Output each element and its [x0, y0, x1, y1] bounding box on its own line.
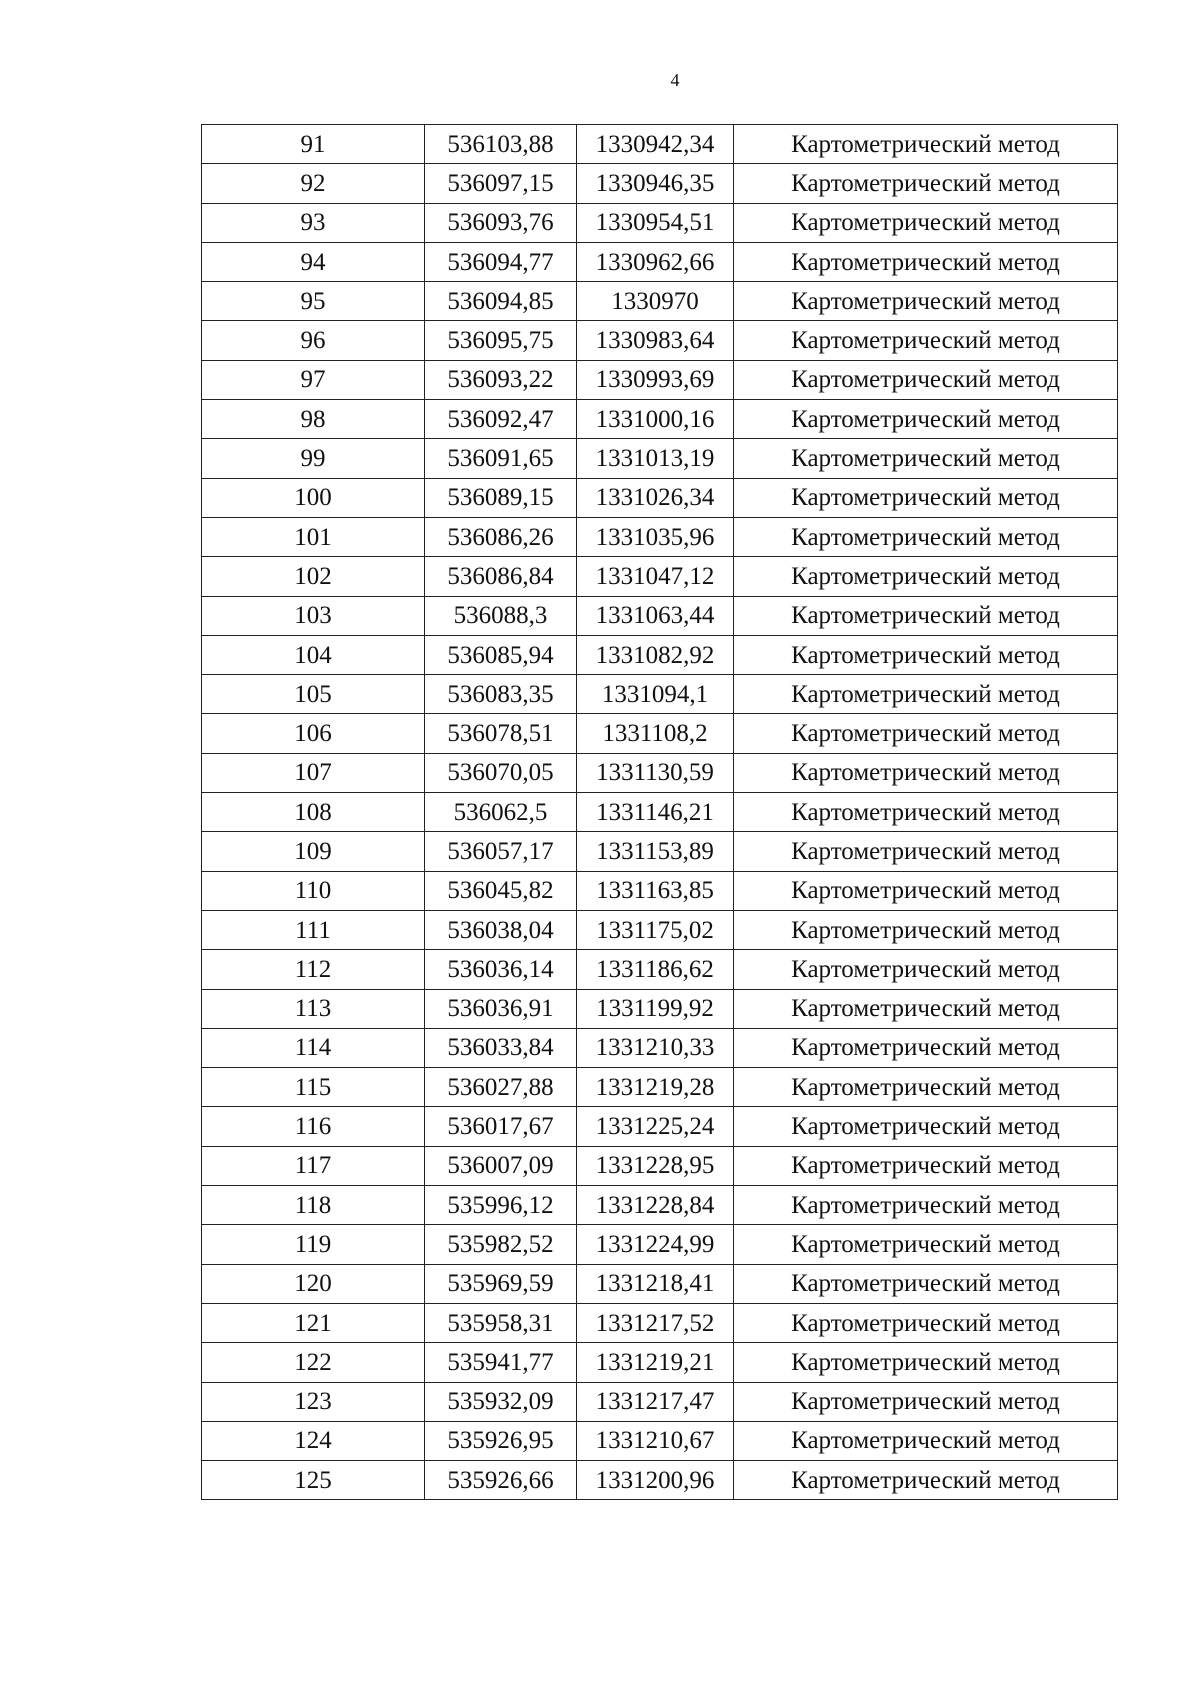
table-row — [202, 1146, 1118, 1185]
table-row — [202, 989, 1118, 1028]
x-coordinate-cell: 536094,85 — [425, 282, 577, 321]
method-cell: Картометрический метод — [734, 125, 1118, 164]
table-row — [202, 714, 1118, 753]
table-row — [202, 321, 1118, 360]
y-coordinate-cell: 1331013,19 — [577, 439, 734, 478]
table-row — [202, 1303, 1118, 1342]
method-cell: Картометрический метод — [734, 1264, 1118, 1303]
point-number-cell: 100 — [202, 478, 425, 517]
table-row — [202, 832, 1118, 871]
x-coordinate-cell: 536094,77 — [425, 242, 577, 281]
x-coordinate-cell: 536083,35 — [425, 675, 577, 714]
point-number-cell: 95 — [202, 282, 425, 321]
method-cell: Картометрический метод — [734, 753, 1118, 792]
point-number-cell: 122 — [202, 1343, 425, 1382]
x-coordinate-cell: 536045,82 — [425, 871, 577, 910]
table-row — [202, 557, 1118, 596]
y-coordinate-cell: 1331217,47 — [577, 1382, 734, 1421]
table-row — [202, 203, 1118, 242]
x-coordinate-cell: 536093,22 — [425, 360, 577, 399]
table-row — [202, 1264, 1118, 1303]
y-coordinate-cell: 1331219,28 — [577, 1068, 734, 1107]
method-cell: Картометрический метод — [734, 1225, 1118, 1264]
y-coordinate-cell: 1331225,24 — [577, 1107, 734, 1146]
point-number-cell: 117 — [202, 1146, 425, 1185]
method-cell: Картометрический метод — [734, 714, 1118, 753]
point-number-cell: 110 — [202, 871, 425, 910]
point-number-cell: 121 — [202, 1303, 425, 1342]
method-cell: Картометрический метод — [734, 950, 1118, 989]
y-coordinate-cell: 1331163,85 — [577, 871, 734, 910]
y-coordinate-cell: 1331153,89 — [577, 832, 734, 871]
method-cell: Картометрический метод — [734, 321, 1118, 360]
table-row — [202, 439, 1118, 478]
point-number-cell: 124 — [202, 1421, 425, 1460]
point-number-cell: 91 — [202, 125, 425, 164]
x-coordinate-cell: 536097,15 — [425, 164, 577, 203]
x-coordinate-cell: 536086,84 — [425, 557, 577, 596]
x-coordinate-cell: 536091,65 — [425, 439, 577, 478]
point-number-cell: 111 — [202, 910, 425, 949]
y-coordinate-cell: 1331026,34 — [577, 478, 734, 517]
x-coordinate-cell: 536103,88 — [425, 125, 577, 164]
x-coordinate-cell: 535941,77 — [425, 1343, 577, 1382]
x-coordinate-cell: 536070,05 — [425, 753, 577, 792]
method-cell: Картометрический метод — [734, 989, 1118, 1028]
point-number-cell: 109 — [202, 832, 425, 871]
table-row — [202, 360, 1118, 399]
point-number-cell: 98 — [202, 400, 425, 439]
y-coordinate-cell: 1331108,2 — [577, 714, 734, 753]
point-number-cell: 96 — [202, 321, 425, 360]
table-row — [202, 1186, 1118, 1225]
point-number-cell: 125 — [202, 1461, 425, 1500]
method-cell: Картометрический метод — [734, 1421, 1118, 1460]
point-number-cell: 114 — [202, 1028, 425, 1067]
method-cell: Картометрический метод — [734, 1186, 1118, 1225]
x-coordinate-cell: 536057,17 — [425, 832, 577, 871]
x-coordinate-cell: 536089,15 — [425, 478, 577, 517]
method-cell: Картометрический метод — [734, 1028, 1118, 1067]
x-coordinate-cell: 536017,67 — [425, 1107, 577, 1146]
x-coordinate-cell: 536038,04 — [425, 910, 577, 949]
x-coordinate-cell: 536085,94 — [425, 635, 577, 674]
x-coordinate-cell: 536007,09 — [425, 1146, 577, 1185]
point-number-cell: 102 — [202, 557, 425, 596]
method-cell: Картометрический метод — [734, 164, 1118, 203]
x-coordinate-cell: 535926,95 — [425, 1421, 577, 1460]
table-row — [202, 400, 1118, 439]
y-coordinate-cell: 1330993,69 — [577, 360, 734, 399]
y-coordinate-cell: 1331199,92 — [577, 989, 734, 1028]
y-coordinate-cell: 1331217,52 — [577, 1303, 734, 1342]
x-coordinate-cell: 535982,52 — [425, 1225, 577, 1264]
x-coordinate-cell: 535969,59 — [425, 1264, 577, 1303]
point-number-cell: 119 — [202, 1225, 425, 1264]
table-row — [202, 1421, 1118, 1460]
method-cell: Картометрический метод — [734, 557, 1118, 596]
point-number-cell: 103 — [202, 596, 425, 635]
table-row — [202, 753, 1118, 792]
x-coordinate-cell: 535958,31 — [425, 1303, 577, 1342]
point-number-cell: 104 — [202, 635, 425, 674]
method-cell: Картометрический метод — [734, 1068, 1118, 1107]
method-cell: Картометрический метод — [734, 478, 1118, 517]
x-coordinate-cell: 536027,88 — [425, 1068, 577, 1107]
method-cell: Картометрический метод — [734, 832, 1118, 871]
table-row — [202, 1028, 1118, 1067]
y-coordinate-cell: 1330946,35 — [577, 164, 734, 203]
table-row — [202, 1382, 1118, 1421]
x-coordinate-cell: 536033,84 — [425, 1028, 577, 1067]
y-coordinate-cell: 1331224,99 — [577, 1225, 734, 1264]
table-row — [202, 242, 1118, 281]
point-number-cell: 94 — [202, 242, 425, 281]
table-row — [202, 478, 1118, 517]
table-row — [202, 1068, 1118, 1107]
method-cell: Картометрический метод — [734, 360, 1118, 399]
method-cell: Картометрический метод — [734, 439, 1118, 478]
method-cell: Картометрический метод — [734, 675, 1118, 714]
table-row — [202, 910, 1118, 949]
method-cell: Картометрический метод — [734, 596, 1118, 635]
method-cell: Картометрический метод — [734, 400, 1118, 439]
table-row — [202, 596, 1118, 635]
table-row — [202, 1343, 1118, 1382]
table-row — [202, 282, 1118, 321]
point-number-cell: 92 — [202, 164, 425, 203]
y-coordinate-cell: 1331082,92 — [577, 635, 734, 674]
method-cell: Картометрический метод — [734, 517, 1118, 556]
page-number: 4 — [670, 70, 680, 90]
method-cell: Картометрический метод — [734, 1303, 1118, 1342]
y-coordinate-cell: 1330983,64 — [577, 321, 734, 360]
method-cell: Картометрический метод — [734, 635, 1118, 674]
method-cell: Картометрический метод — [734, 1461, 1118, 1500]
method-cell: Картометрический метод — [734, 910, 1118, 949]
y-coordinate-cell: 1331094,1 — [577, 675, 734, 714]
x-coordinate-cell: 536036,14 — [425, 950, 577, 989]
table-body — [202, 125, 1118, 1500]
coordinates-table — [201, 124, 1118, 1500]
y-coordinate-cell: 1331047,12 — [577, 557, 734, 596]
x-coordinate-cell: 536092,47 — [425, 400, 577, 439]
point-number-cell: 99 — [202, 439, 425, 478]
x-coordinate-cell: 535932,09 — [425, 1382, 577, 1421]
x-coordinate-cell: 535996,12 — [425, 1186, 577, 1225]
y-coordinate-cell: 1330962,66 — [577, 242, 734, 281]
y-coordinate-cell: 1331228,84 — [577, 1186, 734, 1225]
y-coordinate-cell: 1331063,44 — [577, 596, 734, 635]
table-row — [202, 871, 1118, 910]
y-coordinate-cell: 1331228,95 — [577, 1146, 734, 1185]
method-cell: Картометрический метод — [734, 1382, 1118, 1421]
y-coordinate-cell: 1331218,41 — [577, 1264, 734, 1303]
table-row — [202, 675, 1118, 714]
point-number-cell: 106 — [202, 714, 425, 753]
x-coordinate-cell: 536093,76 — [425, 203, 577, 242]
point-number-cell: 107 — [202, 753, 425, 792]
y-coordinate-cell: 1331210,67 — [577, 1421, 734, 1460]
y-coordinate-cell: 1331000,16 — [577, 400, 734, 439]
y-coordinate-cell: 1331186,62 — [577, 950, 734, 989]
point-number-cell: 108 — [202, 793, 425, 832]
y-coordinate-cell: 1331175,02 — [577, 910, 734, 949]
y-coordinate-cell: 1330970 — [577, 282, 734, 321]
method-cell: Картометрический метод — [734, 203, 1118, 242]
table-row — [202, 1461, 1118, 1500]
method-cell: Картометрический метод — [734, 1146, 1118, 1185]
table-row — [202, 517, 1118, 556]
point-number-cell: 101 — [202, 517, 425, 556]
y-coordinate-cell: 1331210,33 — [577, 1028, 734, 1067]
point-number-cell: 112 — [202, 950, 425, 989]
point-number-cell: 105 — [202, 675, 425, 714]
x-coordinate-cell: 536036,91 — [425, 989, 577, 1028]
method-cell: Картометрический метод — [734, 1343, 1118, 1382]
table-row — [202, 793, 1118, 832]
y-coordinate-cell: 1330954,51 — [577, 203, 734, 242]
point-number-cell: 97 — [202, 360, 425, 399]
point-number-cell: 120 — [202, 1264, 425, 1303]
point-number-cell: 115 — [202, 1068, 425, 1107]
x-coordinate-cell: 536095,75 — [425, 321, 577, 360]
table-row — [202, 164, 1118, 203]
table-row — [202, 1225, 1118, 1264]
method-cell: Картометрический метод — [734, 282, 1118, 321]
y-coordinate-cell: 1331130,59 — [577, 753, 734, 792]
y-coordinate-cell: 1331200,96 — [577, 1461, 734, 1500]
point-number-cell: 113 — [202, 989, 425, 1028]
method-cell: Картометрический метод — [734, 1107, 1118, 1146]
point-number-cell: 93 — [202, 203, 425, 242]
method-cell: Картометрический метод — [734, 242, 1118, 281]
x-coordinate-cell: 536078,51 — [425, 714, 577, 753]
point-number-cell: 118 — [202, 1186, 425, 1225]
y-coordinate-cell: 1331035,96 — [577, 517, 734, 556]
x-coordinate-cell: 536088,3 — [425, 596, 577, 635]
method-cell: Картометрический метод — [734, 871, 1118, 910]
x-coordinate-cell: 535926,66 — [425, 1461, 577, 1500]
y-coordinate-cell: 1331146,21 — [577, 793, 734, 832]
table-row — [202, 950, 1118, 989]
point-number-cell: 123 — [202, 1382, 425, 1421]
table-row — [202, 635, 1118, 674]
x-coordinate-cell: 536086,26 — [425, 517, 577, 556]
y-coordinate-cell: 1330942,34 — [577, 125, 734, 164]
x-coordinate-cell: 536062,5 — [425, 793, 577, 832]
y-coordinate-cell: 1331219,21 — [577, 1343, 734, 1382]
method-cell: Картометрический метод — [734, 793, 1118, 832]
table-row — [202, 1107, 1118, 1146]
table-row — [202, 125, 1118, 164]
point-number-cell: 116 — [202, 1107, 425, 1146]
